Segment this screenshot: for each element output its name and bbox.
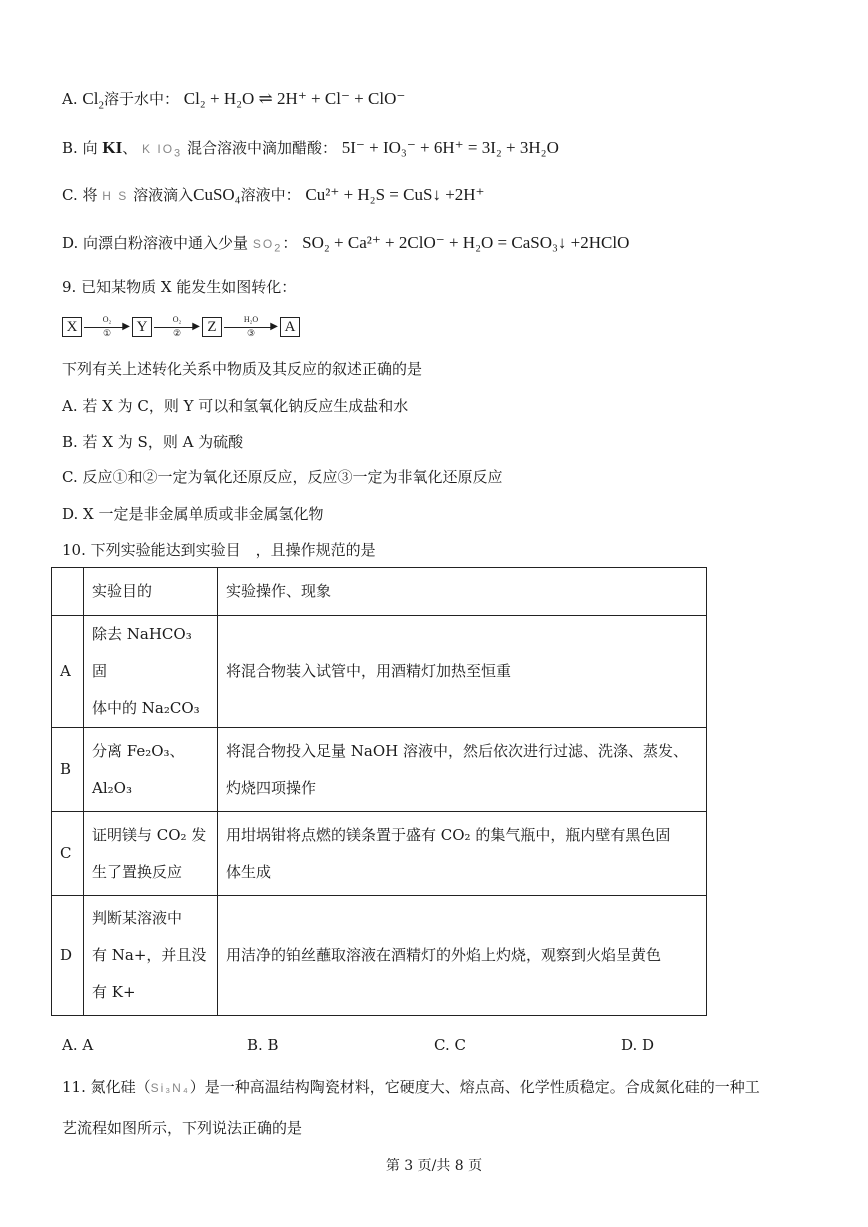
scheme-node-z: Z <box>202 317 222 337</box>
row-label: A <box>52 616 84 728</box>
operation-line: 用坩埚钳将点燃的镁条置于盛有 CO₂ 的集气瓶中，瓶内壁有黑色固 <box>226 825 671 844</box>
header-operation: 实验操作、现象 <box>218 568 707 616</box>
table-row <box>52 896 707 1016</box>
operation-line: 将混合物装入试管中，用酒精灯加热至恒重 <box>226 662 512 680</box>
table-row <box>52 728 707 812</box>
goal-line: 分离 Fe₂O₃、 <box>92 741 185 760</box>
scheme-node-y: Y <box>132 317 152 337</box>
header-goal: 实验目的 <box>84 568 218 616</box>
equation-a: Cl₂ + H₂O ⇌ 2H⁺ + Cl⁻ + ClO⁻ <box>183 89 406 108</box>
operation-line: 用洁净的铂丝蘸取溶液在酒精灯的外焰上灼烧，观察到火焰呈黄色 <box>226 946 662 964</box>
table-row <box>52 812 707 896</box>
q8-option-c: C. 将 H S 溶液滴入CuSO₄溶液中： Cu²⁺ + H₂S = CuS↓ +2H⁺ <box>62 185 485 204</box>
goal-line: 体中的 Na₂CO₃ <box>92 699 200 717</box>
table-header-row <box>52 568 707 616</box>
scheme-arrow-3: H₂O ▶ ③ <box>222 317 280 337</box>
q9-option-b: B. 若 X 为 S，则 A 为硫酸 <box>62 433 244 451</box>
ki-formula: KI <box>102 138 123 157</box>
si3n4-formula: Si₃N₄ <box>150 1081 190 1095</box>
q10-choice-a: A. A <box>62 1036 94 1054</box>
goal-line: 有 K+ <box>92 983 136 1001</box>
goal-line: 除去 NaHCO₃ 固 <box>92 625 192 680</box>
q11-line-2: 艺流程如图所示，下列说法正确的是 <box>62 1119 303 1137</box>
scheme-node-a: A <box>280 317 300 337</box>
equation-b: 5I⁻ + IO₃⁻ + 6H⁺ = 3I₂ + 3H₂O <box>341 138 559 157</box>
goal-line: 证明镁与 CO₂ 发 <box>92 825 207 844</box>
q10-choice-c: C. C <box>434 1036 466 1054</box>
q9-stem: 9. 已知某物质 X 能发生如图转化： <box>62 278 297 296</box>
q11-line-1: 11. 氮化硅（Si₃N₄）是一种高温结构陶瓷材料，它硬度大、熔点高、化学性质稳定。合成氮化硅的一种工 <box>62 1078 760 1096</box>
equation-c: Cu²⁺ + H₂S = CuS↓ +2H⁺ <box>305 185 485 204</box>
q10-choice-d: D. D <box>621 1036 655 1054</box>
q8-option-a: A. $Cl_2$溶于水中： Cl₂ + H₂O ⇌ 2H⁺ + Cl⁻ + ClO⁻ <box>62 89 406 112</box>
table-row <box>52 616 707 728</box>
kio3-formula: K $IO_3$ <box>142 142 183 160</box>
q8-option-b: B. 向 KI、 K $IO_3$ 混合溶液中滴加醋酸： 5I⁻ + IO₃⁻ + 6H⁺ = 3I₂ + 3H₂O <box>62 138 559 160</box>
operation-line: 体生成 <box>226 862 272 881</box>
cl2-formula: $Cl_2$ <box>82 89 104 112</box>
goal-line: 有 Na+，并且没 <box>92 946 207 964</box>
equation-d: SO₂ + Ca²⁺ + 2ClO⁻ + H₂O = CaSO₃↓ +2HClO <box>302 233 630 252</box>
experiment-table <box>51 567 707 1016</box>
scheme-arrow-1: O₂ ▶ ① <box>82 317 132 337</box>
scheme-arrow-2: O₂ ▶ ② <box>152 317 202 337</box>
h2s-formula: H S <box>102 189 129 203</box>
q10-choice-b: B. B <box>247 1036 279 1054</box>
row-label: C <box>52 812 84 896</box>
operation-line: 灼烧四项操作 <box>226 778 317 797</box>
cuso4-formula: CuSO₄ <box>193 185 241 204</box>
scheme-node-x: X <box>62 317 82 337</box>
q9-question: 下列有关上述转化关系中物质及其反应的叙述正确的是 <box>62 360 423 378</box>
q9-option-d: D. X 一定是非金属单质或非金属氢化物 <box>62 505 324 523</box>
goal-line: Al₂O₃ <box>92 778 132 797</box>
operation-line: 将混合物投入足量 NaOH 溶液中，然后依次进行过滤、洗涤、蒸发、 <box>226 741 688 760</box>
goal-line: 生了置换反应 <box>92 862 183 881</box>
q8-option-d: D. 向漂白粉溶液中通入少量 $SO_2$： SO₂ + Ca²⁺ + 2ClO⁻ + H₂O = CaSO₃↓ +2HClO <box>62 233 630 255</box>
q9-option-a: A. 若 X 为 C，则 Y 可以和氢氧化钠反应生成盐和水 <box>62 397 409 415</box>
row-label: B <box>52 728 84 812</box>
goal-line: 判断某溶液中 <box>92 909 183 927</box>
conversion-scheme <box>62 316 300 338</box>
q10-stem: 10. 下列实验能达到实验目 ，且操作规范的是 <box>62 541 376 559</box>
so2-formula: $SO_2$ <box>252 237 283 255</box>
page-footer: 第 3 页/共 8 页 <box>385 1158 483 1174</box>
row-label: D <box>52 896 84 1016</box>
q9-option-c: C. 反应①和②一定为氧化还原反应，反应③一定为非氧化还原反应 <box>62 468 503 486</box>
